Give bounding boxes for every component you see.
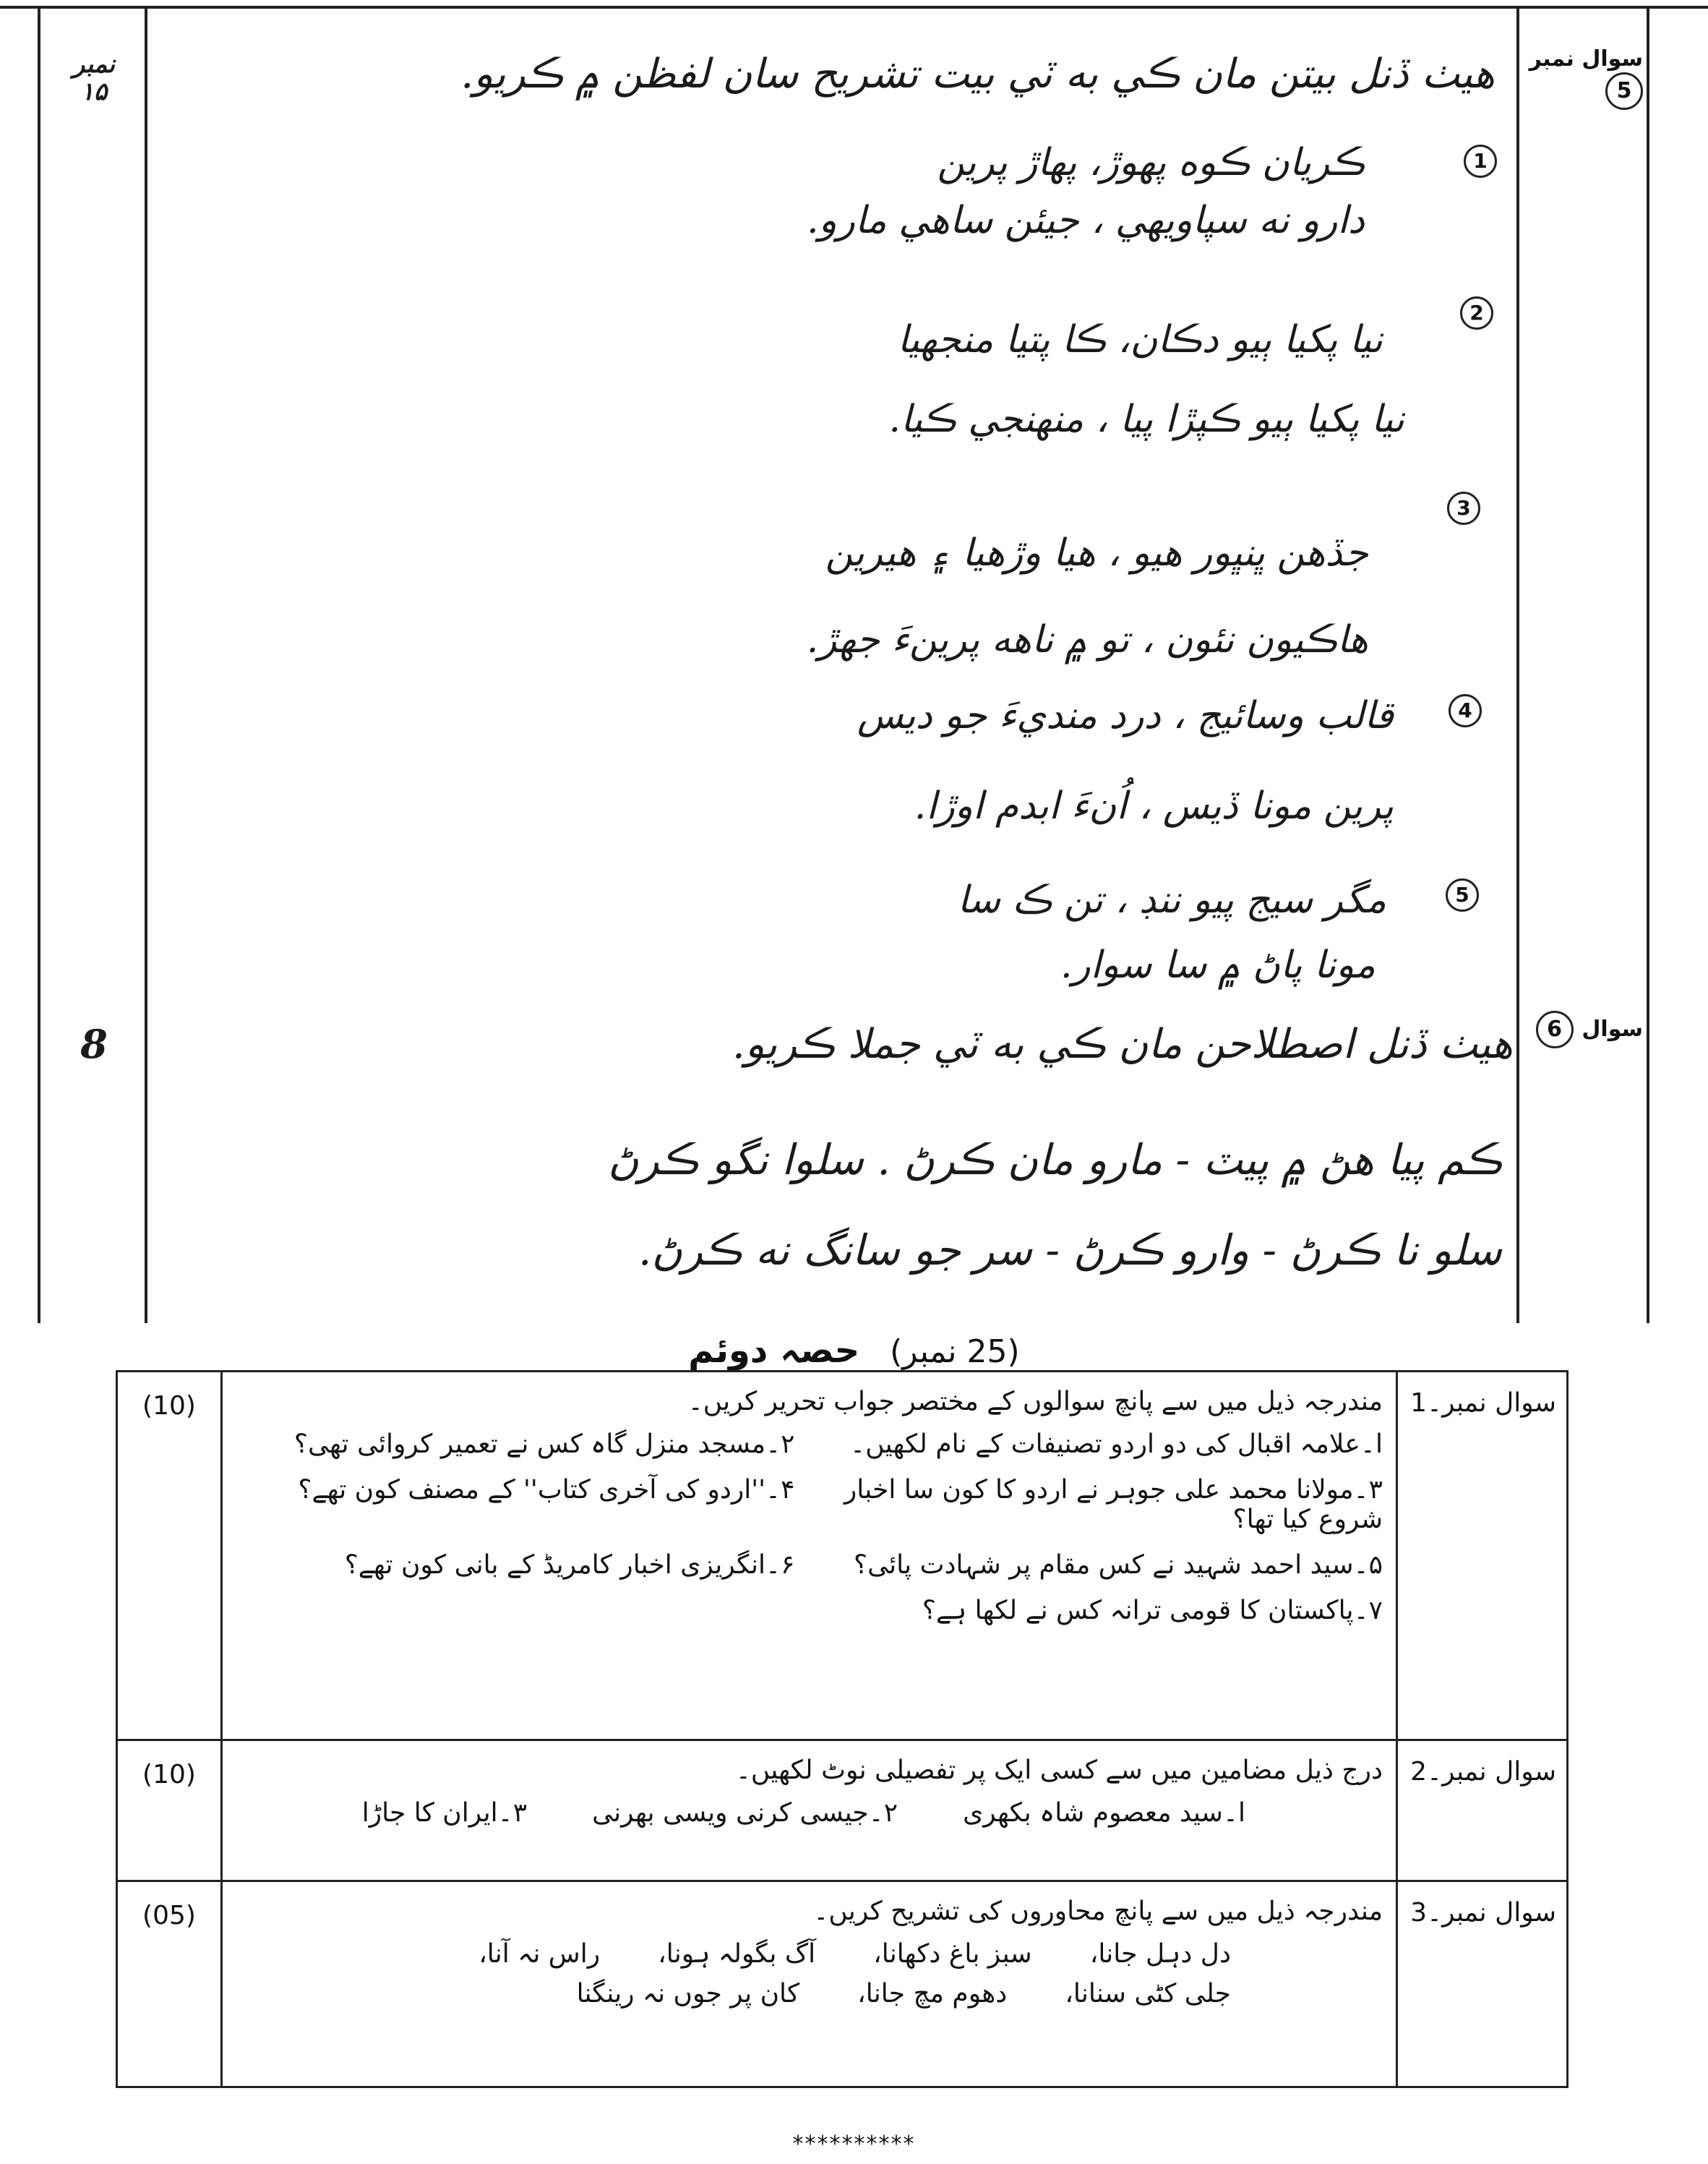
q5-item-2-number: 2 — [1460, 296, 1493, 330]
part-two-title: حصہ دوئم — [688, 1330, 860, 1371]
q5-item-1-line-1: ڪريان ڪوه پهوڙ، پهاڙ پرين — [937, 141, 1365, 184]
q5-marks: نمبر ۱۵ — [72, 50, 116, 106]
question-row-2 — [117, 1740, 1568, 1881]
q3-item-2: سبز باغ دکھانا، — [873, 1939, 1032, 1969]
label-column-divider — [1516, 6, 1519, 1323]
q2-items — [236, 1798, 1245, 1828]
part-two-question-table — [116, 1370, 1568, 2088]
q5-label-text: سوال نمبر — [1529, 46, 1643, 72]
q2-instruction: درج ذیل مضامین میں سے کسی ایک پر تفصیلی نوٹ لکھیں۔ — [735, 1755, 1383, 1785]
q5-item-3-line-2: هاڪيون نئون ، تو ۾ ناهه پرينءَ جهڙ. — [806, 618, 1368, 662]
q1-item-5: ۵۔سید احمد شہید نے کس مقام پر شہادت پائی؟ — [854, 1550, 1383, 1580]
q5-item-4-line-1: قالب وسائيج ، درد منديءَ جو ديس — [857, 694, 1394, 737]
q2-body — [222, 1740, 1397, 1881]
footer-stars: ********** — [792, 2131, 916, 2157]
q6-number-circle: 6 — [1536, 1011, 1574, 1048]
q1-body — [222, 1372, 1397, 1740]
q3-items-row-2 — [236, 1979, 1231, 2009]
q6-line-1: ڪم پيا هڻ ۾ پيٽ - مارو مان ڪرڻ . سلوا نگو ڪرڻ — [608, 1135, 1502, 1184]
q1-item-2: ۲۔مسجد منزل گاہ کس نے تعمیر کروائی تھی؟ — [293, 1429, 795, 1459]
q1-label: سوال نمبر۔1 — [1397, 1372, 1568, 1740]
q5-item-4-number: 4 — [1449, 694, 1482, 727]
q1-item-7: ۷۔پاکستان کا قومی ترانہ کس نے لکھا ہے؟ — [922, 1596, 1383, 1625]
q5-item-1-number: 1 — [1464, 145, 1497, 178]
q1-marks: (10) — [117, 1372, 222, 1740]
q5-number-circle: 5 — [1605, 72, 1643, 110]
q6-label-text: سوال — [1582, 1017, 1643, 1042]
q5-label — [1524, 43, 1643, 110]
q5-item-5-line-2: مونا پاڻ ۾ سا سوار. — [1060, 944, 1376, 987]
q6-marks: 8 — [80, 1021, 108, 1067]
q3-instruction: مندرجہ ذیل میں سے پانچ محاوروں کی تشریح کریں۔ — [813, 1896, 1383, 1926]
q5-item-5-number: 5 — [1446, 878, 1479, 912]
q2-item-1: ا۔سید معصوم شاہ بکھری — [963, 1798, 1245, 1828]
q5-item-3-line-1: جڏهن ڀنڀور هيو ، هيا وڙهيا ۽ هيرين — [825, 531, 1368, 575]
q1-instruction: مندرجہ ذیل میں سے پانچ سوالوں کے مختصر جواب تحریر کریں۔ — [687, 1387, 1383, 1416]
q5-item-2-line-1: نيا پکيا ٻيو دڪان، ڪا پتيا منجهيا — [897, 318, 1383, 362]
q1-item-6: ۶۔انگریزی اخبار کامریڈ کے بانی کون تھے؟ — [344, 1550, 795, 1580]
q2-item-3: ۳۔ایران کا جاڑا — [361, 1798, 528, 1828]
marks-column-divider — [145, 6, 147, 1323]
part-two-heading — [0, 1330, 1708, 1371]
q6-label — [1524, 1011, 1643, 1048]
table-right-border — [1647, 6, 1649, 1323]
q5-item-5-line-1: مگر سيج پيو ننڊ ، تن ڪ سا — [957, 878, 1386, 922]
q5-item-3-number: 3 — [1447, 492, 1480, 525]
q1-item-4: ۴۔''اردو کی آخری کتاب'' کے مصنف کون تھے؟ — [298, 1475, 795, 1505]
q2-marks: (10) — [117, 1740, 222, 1881]
q3-items-row-1 — [236, 1939, 1231, 1969]
question-row-1 — [117, 1372, 1568, 1740]
q5-item-2-line-2: نيا پکيا ٻيو ڪپڙا پيا ، منهنجي ڪيا. — [888, 398, 1404, 441]
question-row-3 — [117, 1881, 1568, 2087]
q3-body — [222, 1881, 1397, 2087]
part-two-marks: (25 نمبر) — [890, 1333, 1020, 1370]
q1-items — [236, 1429, 1383, 1625]
q1-item-3: ۳۔مولانا محمد علی جوہر نے اردو کا کون سا اخبار شروع کیا تھا؟ — [844, 1475, 1383, 1534]
q5-item-1-line-2: دارو نه سپاويهي ، جيئن ساهي مارو. — [807, 199, 1365, 242]
q3-label: سوال نمبر۔3 — [1397, 1881, 1568, 2087]
table-left-border — [38, 6, 40, 1323]
q2-label: سوال نمبر۔2 — [1397, 1740, 1568, 1881]
q3-item-6: دھوم مچ جانا، — [857, 1979, 1008, 2009]
q3-item-3: آگ بگولہ ہونا، — [658, 1939, 816, 1969]
table-top-border — [0, 6, 1708, 9]
q3-item-4: راس نہ آنا، — [479, 1939, 601, 1969]
q6-line-2: سلو نا ڪرڻ - وارو ڪرڻ - سر جو سانگ نه ڪرڻ. — [638, 1226, 1502, 1275]
q3-item-1: دل دہل جانا، — [1089, 1939, 1231, 1969]
q6-instruction: هيٺ ڏنل اصطلاحن مان ڪي به ٽي جملا ڪريو. — [731, 1021, 1513, 1068]
q5-item-4-line-2: پرين مونا ڏيس ، اُنءَ ابدم اوڙا. — [914, 784, 1394, 828]
q3-item-7: کان پر جوں نہ رینگنا — [576, 1979, 800, 2009]
q3-marks: (05) — [117, 1881, 222, 2087]
q3-item-5: جلی کٹی سنانا، — [1065, 1979, 1231, 2009]
q2-item-2: ۲۔جیسی کرنی ویسی بھرنی — [592, 1798, 898, 1828]
q5-instruction: هيٺ ڏنل بيتن مان ڪي به ٽي بيت تشريح سان لفظن ۾ ڪريو. — [460, 51, 1495, 98]
q1-item-1: ا۔علامہ اقبال کی دو اردو تصنیفات کے نام لکھیں۔ — [850, 1429, 1383, 1459]
